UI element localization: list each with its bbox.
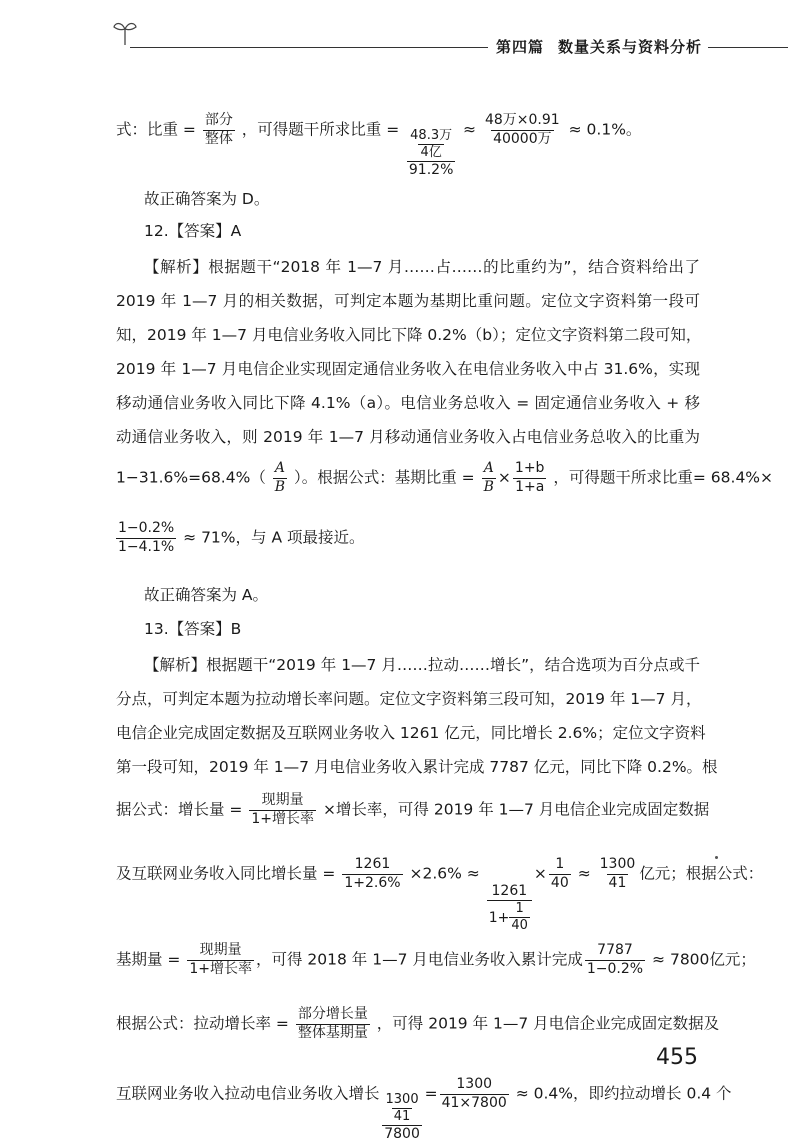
compound-fraction: $\frac{\frac{\text{48.3万}}{\text{4亿}}}{91.2\%}$: [408, 127, 454, 179]
compound-fraction: 1261 1+ $\frac{1}{40}$: [487, 883, 532, 935]
header-section: 第四篇: [496, 38, 545, 56]
margin-mark: [715, 856, 718, 859]
text: ×增长率，可得 2019 年 1—7 月电信企业完成固定数据: [322, 800, 710, 819]
q12-analysis-line-6: 动通信业务收入，则 2019 年 1—7 月移动通信业务收入占电信业务总收入的比重为: [116, 428, 700, 446]
running-header: [0, 0, 800, 70]
q12-analysis-line-2: 2019 年 1—7 月的相关数据，可判定本题为基期比重问题。定位文字资料第一段可: [116, 292, 700, 310]
q12-answer: 12.【答案】A: [144, 222, 242, 240]
formula-line-19: 及互联网业务收入同比增长量 = $\frac{1261}{1+2.6\%}$ ×2.6% ≈ 1261 1+ $\frac{1}{40}$ × $\frac{1}{40}$ ≈ $\frac{1300}{41}$ 亿元；根据公式：: [116, 856, 764, 934]
fraction: $\frac{\text{48万×0.91}}{\text{40000万}}$: [484, 112, 560, 147]
q13-analysis-line-2: 分点，可判定本题为拉动增长率问题。定位文字资料第三段可知，2019 年 1—7 月，: [116, 690, 702, 708]
text: ≈: [577, 864, 591, 883]
fraction: $\frac{\text{部分}}{\text{整体}}$: [204, 112, 233, 147]
q13-analysis-line-4: 第一段可知，2019 年 1—7 月电信业务收入累计完成 7787 亿元，同比下降 0.2%。根: [116, 758, 718, 776]
answer-line-12: 故正确答案为 A。: [144, 586, 269, 604]
fraction: $\frac{1-0.2\%}{1-4.1\%}$: [118, 520, 175, 555]
fraction: $\frac{\text{现期量}}{\text{1+增长率}}$: [189, 942, 252, 977]
text: 及互联网业务收入同比增长量 =: [116, 864, 336, 883]
formula-line-20: [116, 942, 756, 978]
header-rule-right: [708, 47, 788, 48]
header-subject: 数量关系与资料分析: [558, 38, 703, 56]
text: 基期量 =: [116, 950, 181, 969]
q13-answer: 13.【答案】B: [144, 620, 242, 638]
formula-line-1: [116, 112, 641, 180]
sprout-icon: [112, 18, 138, 46]
q12-analysis-line-4: 2019 年 1—7 月电信企业实现固定通信业务收入在电信业务收入中占 31.6%，实现: [116, 360, 700, 378]
formula-line-22: [116, 1076, 732, 1144]
fraction: $\frac{A}{B}$: [274, 460, 286, 495]
page-number: 455: [656, 1045, 698, 1070]
text: 互联网业务收入拉动电信业务收入增长: [116, 1084, 380, 1103]
text: ×2.6% ≈: [409, 864, 480, 883]
header-title: [496, 36, 702, 57]
q12-analysis-line-5: 移动通信业务收入同比下降 4.1%（a）。电信业务总收入 = 固定通信业务收入 + 移: [116, 394, 700, 412]
text: 亿元；根据公式：: [639, 864, 764, 883]
text: ≈: [463, 120, 477, 139]
fraction: $\frac{A}{B}$: [483, 460, 494, 495]
text: ，可得 2018 年 1—7 月电信业务收入累计完成: [256, 950, 583, 969]
fraction: $\frac{1300}{41\times 7800}$: [441, 1076, 507, 1111]
text: ，可得 2019 年 1—7 月电信企业完成固定数据及: [376, 1014, 720, 1033]
fraction: $\frac{1300}{41}$: [599, 856, 636, 891]
text: ≈ 0.1%。: [568, 120, 642, 139]
text: ）。根据公式：基期比重 =: [294, 468, 475, 487]
text: =: [424, 1084, 438, 1103]
fraction: $\frac{1}{40}$: [550, 856, 569, 891]
formula-line-18: [116, 792, 709, 828]
q13-analysis-line-1: 【解析】根据题干“2019 年 1—7 月……拉动……增长”，结合选项为百分点或千: [144, 656, 700, 674]
text: ≈ 0.4%，即约拉动增长 0.4 个: [515, 1084, 732, 1103]
fraction: $\frac{\text{部分增长量}}{\text{整体基期量}}$: [297, 1006, 368, 1041]
formula-line-11: [116, 520, 364, 556]
text: ，可得题干所求比重 =: [241, 120, 400, 139]
formula-line-10: 1−31.6%=68.4%（ $\frac{A}{B}$ ）。根据公式：基期比重 = $\frac{A}{B}$ × $\frac{1+b}{1+a}$ ，可得题干所求比重= 68.4%×: [116, 460, 774, 495]
text: ，可得题干所求比重= 68.4%×: [553, 468, 774, 487]
text: 根据公式：拉动增长率 =: [116, 1014, 289, 1033]
q13-analysis-line-3: 电信企业完成固定数据及互联网业务收入 1261 亿元，同比增长 2.6%；定位文字资料: [116, 724, 706, 742]
header-rule-left: [130, 47, 488, 48]
formula-line-21: [116, 1006, 719, 1042]
q12-analysis-line-1: 【解析】根据题干“2018 年 1—7 月……占……的比重约为”，结合资料给出了: [144, 258, 700, 276]
text: 1−31.6%=68.4%（: [116, 468, 266, 487]
text: 式：比重 =: [116, 120, 196, 139]
text: 据公式：增长量 =: [116, 800, 243, 819]
compound-fraction: $\frac{\frac{1300}{41}}{7800}$: [384, 1091, 420, 1143]
text: ≈ 7800亿元；: [652, 950, 756, 969]
q12-analysis-line-3: 知，2019 年 1—7 月电信业务收入同比下降 0.2%（b）；定位文字资料第二段可知，: [116, 326, 702, 344]
fraction: $\frac{\text{现期量}}{\text{1+增长率}}$: [251, 792, 314, 827]
answer-line-11: 故正确答案为 D。: [144, 190, 270, 208]
fraction: $\frac{7787}{1-0.2\%}$: [586, 942, 644, 977]
fraction: $\frac{1+b}{1+a}$: [514, 460, 545, 495]
fraction: $\frac{1261}{1+2.6\%}$: [344, 856, 401, 891]
text: ≈ 71%，与 A 项最接近。: [183, 528, 365, 547]
